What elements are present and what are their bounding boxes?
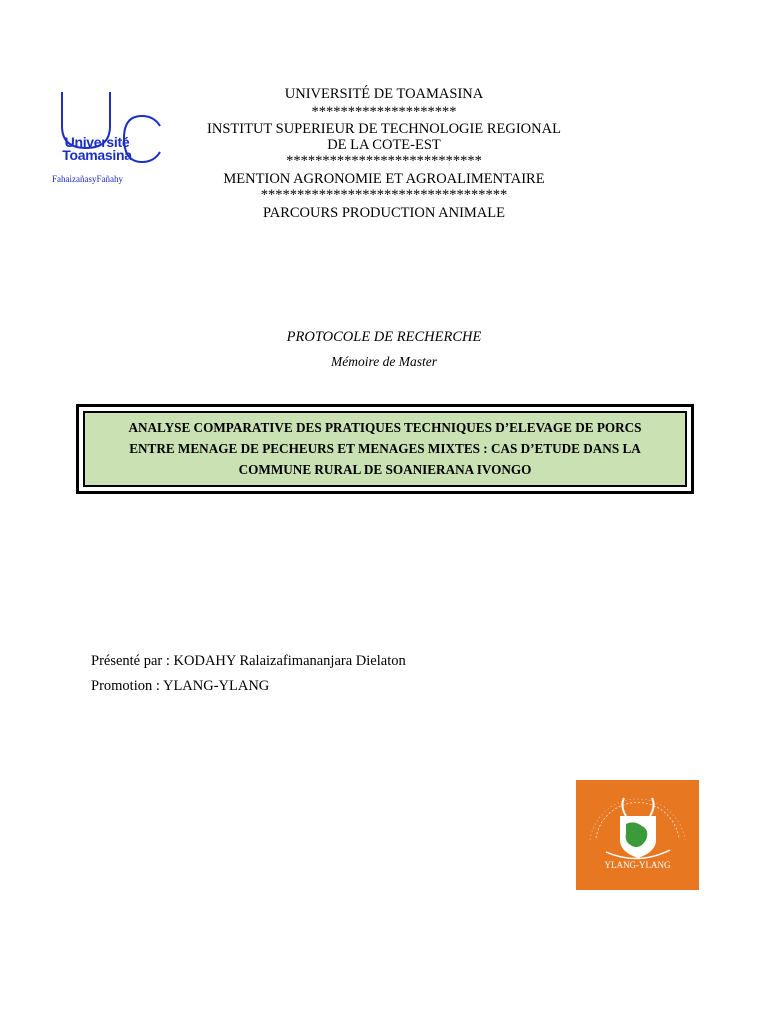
university-emblem-icon [54,86,164,178]
mention: MENTION AGRONOMIE ET AGROALIMENTAIRE [223,171,545,187]
university-logo-name-line1: Université [64,134,130,150]
promotion-emblem-icon [576,780,699,890]
protocol-title: PROTOCOLE DE RECHERCHE [286,329,482,345]
university-name: UNIVERSITÉ DE TOAMASINA [284,86,484,102]
separator-2: *************************** [286,153,482,169]
institute-name-line2: DE LA COTE-EST [327,137,441,153]
parcours: PARCOURS PRODUCTION ANIMALE [263,205,505,221]
thesis-title-line3: COMMUNE RURAL DE SOANIERANA IVONGO [238,462,532,477]
presenter-line: Présenté par : KODAHY Ralaizafimananjara Dielaton [91,653,406,669]
thesis-title-box [76,404,694,494]
university-motto: FahaizañasyFañahy [52,174,123,184]
university-logo-name [52,136,142,162]
institute-name-line1: INSTITUT SUPERIEUR DE TECHNOLOGIE REGIONAL [207,121,561,137]
promotion-logo-label: YLANG-YLANG [604,860,671,870]
thesis-title [83,411,687,487]
promotion-logo [576,780,699,890]
protocol-subtitle: Mémoire de Master [331,354,437,369]
separator-3: ********************************** [260,187,508,203]
separator-1: ******************** [311,104,457,120]
thesis-title-line1: ANALYSE COMPARATIVE DES PRATIQUES TECHNIQUES D’ELEVAGE DE PORCS [128,420,642,435]
thesis-title-line2: ENTRE MENAGE DE PECHEURS ET MENAGES MIXTES : CAS D’ETUDE DANS LA [129,441,641,456]
institution-header [172,86,596,221]
promotion-line: Promotion : YLANG-YLANG [91,678,270,694]
university-logo [42,82,192,206]
university-logo-name-line2: Toamasina [62,147,132,163]
